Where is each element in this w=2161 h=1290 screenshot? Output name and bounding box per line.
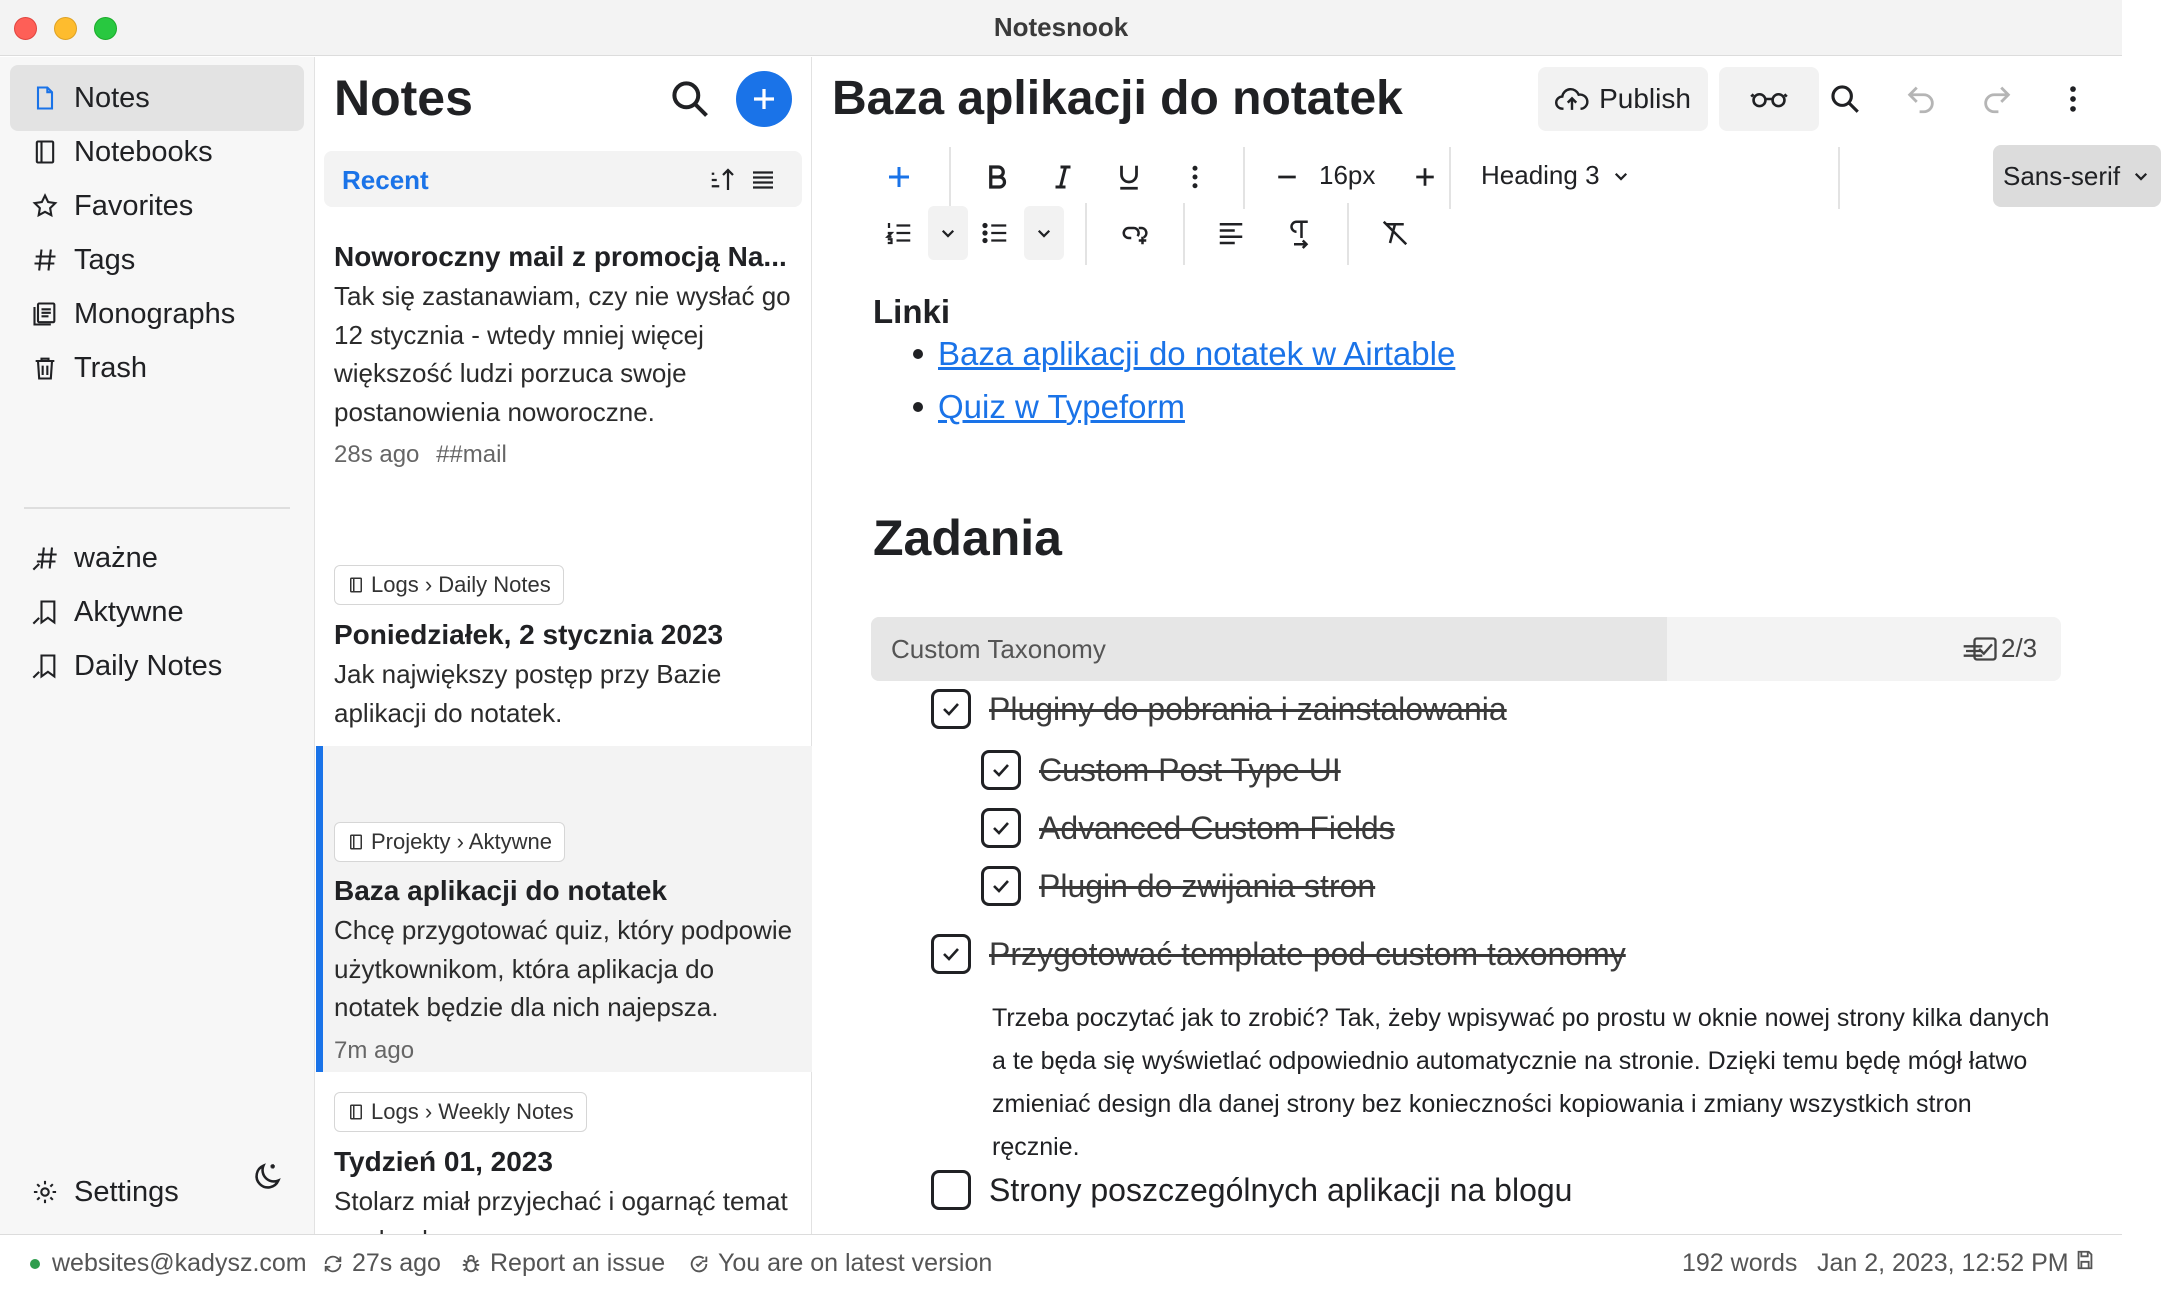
glasses-icon [1750, 89, 1788, 109]
add-note-button[interactable] [736, 71, 792, 127]
notebook-path: Projekty › Aktywne [371, 829, 552, 854]
bullet-list-button[interactable] [975, 213, 1015, 253]
note-preview: Stolarz miał przyjechać i ogarnąć temat [334, 1186, 788, 1216]
nav-item-label: Tags [74, 243, 136, 276]
notebook-icon [347, 833, 365, 851]
task-text[interactable]: Custom Post Type UI [1039, 751, 1341, 788]
note-meta [334, 1031, 794, 1071]
shortcut-label: ważne [74, 541, 158, 574]
more-vertical-icon [1180, 162, 1210, 192]
search-button[interactable] [668, 77, 712, 121]
shortcut-daily-notes[interactable] [10, 633, 304, 699]
sync-icon [322, 1253, 344, 1275]
task-item [981, 808, 1395, 848]
tasklist-progress-count: 2/3 [2001, 633, 2038, 663]
minus-icon [1272, 162, 1302, 192]
task-text[interactable]: Przygotować template pod custom taxonomy [989, 935, 1626, 972]
bold-icon [982, 162, 1012, 192]
task-note-text[interactable]: Trzeba poczytać jak to zrobić? Tak, żeby wpisywać po prostu w oknie nowej strony kilka danych a te będa się wyświetlać odpowiednio automatycznie na stronie. Dzięki temu będę mógł łatwo zmieniać design dla danej strony bez konieczności kopiowania i zmiany wszystkich stron ręcznie. [992, 1004, 2050, 1161]
search-icon [668, 77, 712, 121]
note-preview: Jak największy postęp przy Bazie aplikacji do notatek. [334, 659, 722, 728]
sync-status[interactable] [322, 1249, 441, 1278]
tag-shortcut-icon [30, 543, 60, 573]
nav-item-label: Notebooks [74, 135, 213, 168]
numbered-list-icon [884, 218, 914, 248]
plus-icon [1410, 162, 1440, 192]
document-title[interactable]: Baza aplikacji do notatek [832, 72, 1403, 125]
cloud-upload-icon [1555, 85, 1589, 113]
decrease-font-size-button[interactable] [1267, 157, 1307, 197]
sync-time: 27s ago [352, 1249, 441, 1277]
settings-button[interactable] [10, 1159, 230, 1225]
task-text[interactable]: Strony poszczególnych aplikacji na blogu [989, 1171, 1573, 1208]
note-item[interactable] [316, 237, 812, 547]
toolbar-divider [949, 147, 951, 209]
align-left-button[interactable] [1211, 213, 1251, 253]
check-icon [989, 816, 1013, 840]
bookmark-shortcut-icon [30, 651, 60, 681]
window-titlebar [0, 0, 2122, 56]
check-icon [989, 758, 1013, 782]
note-title: Noworoczny mail z promocją Na... [334, 241, 787, 272]
shortcut-label: Daily Notes [74, 649, 223, 682]
notebook-chip[interactable] [334, 822, 565, 862]
note-preview: Tak się zastanawiam, czy nie wysłać go 12 stycznia - wtedy mniej więcej większość ludzi porzuca swoje postanowienia noworoczne. [334, 281, 791, 427]
saved-icon [2074, 1249, 2096, 1271]
check-icon [989, 874, 1013, 898]
heading-select[interactable] [1481, 160, 1630, 191]
save-status [2074, 1249, 2104, 1271]
list-item [913, 327, 1455, 380]
update-check-icon [688, 1253, 710, 1275]
clear-formatting-icon [1380, 218, 1410, 248]
task-text[interactable]: Pluginy do pobrania i zainstalowania [989, 690, 1507, 727]
tasks-heading: Zadania [873, 510, 1062, 566]
sort-group-label[interactable]: Recent [342, 165, 429, 195]
sort-bar [324, 151, 802, 207]
notebook-icon [347, 1103, 365, 1121]
check-icon [939, 942, 963, 966]
airtable-link[interactable]: Baza aplikacji do notatek w Airtable [938, 334, 1456, 372]
tasklist-header [871, 617, 2061, 681]
last-edited-date: Jan 2, 2023, 12:52 PM [1817, 1249, 2069, 1277]
nav-item-label: Trash [74, 351, 148, 384]
redo-button[interactable] [1975, 77, 2019, 121]
theme-toggle-button[interactable] [250, 1160, 284, 1194]
sort-icon [708, 165, 738, 195]
bullet-list-options[interactable] [1024, 206, 1064, 260]
increase-font-size-button[interactable] [1405, 157, 1445, 197]
clear-formatting-button[interactable] [1375, 213, 1415, 253]
gear-icon [30, 1177, 60, 1207]
add-link-icon [1120, 218, 1150, 248]
italic-button[interactable] [1043, 157, 1083, 197]
text-direction-button[interactable] [1279, 213, 1319, 253]
account-email: websites@kadysz.com [52, 1249, 307, 1277]
insert-link-button[interactable] [1115, 213, 1155, 253]
links-heading: Linki [873, 293, 951, 330]
task-item [931, 689, 1507, 729]
nav-item-label: Favorites [74, 189, 194, 222]
trash-icon [30, 353, 60, 383]
status-bar [0, 1234, 2122, 1290]
checkbox-checked-icon [1971, 635, 1999, 663]
bookmark-shortcut-icon [30, 597, 60, 627]
bold-button[interactable] [977, 157, 1017, 197]
paragraph-direction-icon [1284, 218, 1314, 248]
task-checkbox[interactable] [981, 808, 1021, 848]
heading-select-value: Heading 3 [1481, 160, 1600, 190]
task-checkbox[interactable] [931, 689, 971, 729]
note-meta [334, 435, 794, 475]
align-left-icon [1216, 218, 1246, 248]
insert-block-button[interactable] [879, 157, 919, 197]
note-preview: Chcę przygotować quiz, który podpowie użytkownikom, która aplikacja do notatek będzie dla nich najepsza. [334, 915, 793, 1022]
toolbar-divider [1243, 147, 1245, 209]
more-formatting-button[interactable] [1175, 157, 1215, 197]
settings-label: Settings [74, 1175, 179, 1208]
notebook-chip[interactable] [334, 1092, 587, 1132]
version-status[interactable] [688, 1249, 992, 1278]
underline-button[interactable] [1109, 157, 1149, 197]
plus-icon [884, 162, 914, 192]
task-item [931, 1170, 1572, 1210]
task-item [931, 934, 1626, 974]
list-item [913, 380, 1455, 433]
sort-order-button[interactable] [708, 165, 738, 195]
note-icon [30, 83, 60, 113]
app-title: Notesnook [993, 12, 1129, 42]
notes-list-panel [316, 57, 812, 1234]
word-count: 192 words [1682, 1249, 1798, 1277]
numbered-list-options[interactable] [928, 206, 968, 260]
toolbar-divider [1449, 147, 1451, 209]
toolbar-divider [1347, 203, 1349, 265]
bullet [913, 402, 923, 412]
editor-panel [813, 57, 2122, 1234]
shortcut-label: Aktywne [74, 595, 184, 628]
hash-icon [30, 245, 60, 275]
list-view-icon [748, 165, 778, 195]
underline-icon [1114, 162, 1144, 192]
moon-icon [250, 1160, 284, 1194]
more-vertical-icon [2056, 82, 2090, 116]
redo-icon [1980, 82, 2014, 116]
font-family-value: Sans-serif [2003, 160, 2121, 191]
notebook-chip[interactable] [334, 565, 564, 605]
online-indicator [30, 1259, 40, 1269]
note-title: Tydzień 01, 2023 [334, 1146, 553, 1177]
report-issue-link[interactable] [460, 1249, 665, 1278]
italic-icon [1048, 162, 1078, 192]
star-icon [30, 191, 60, 221]
undo-button[interactable] [1899, 77, 1943, 121]
undo-icon [1904, 82, 1938, 116]
task-text[interactable]: Plugin do zwijania stron [1039, 867, 1376, 904]
tasklist-title-input[interactable]: Custom Taxonomy [871, 617, 1667, 681]
links-list [913, 327, 1455, 433]
toolbar-divider [1838, 147, 1840, 209]
nav-item-label: Notes [74, 81, 150, 114]
publish-button[interactable] [1538, 67, 1708, 131]
monograph-icon [30, 299, 60, 329]
bug-icon [460, 1253, 482, 1275]
chevron-down-icon [1035, 224, 1053, 242]
find-in-note-button[interactable] [1823, 77, 1867, 121]
notebook-icon [30, 137, 60, 167]
search-icon [1828, 82, 1862, 116]
chevron-down-icon [1612, 167, 1630, 185]
task-item [981, 866, 1375, 906]
typeform-link[interactable]: Quiz w Typeform [938, 387, 1185, 425]
account-status[interactable] [30, 1249, 307, 1278]
toolbar-divider [1183, 203, 1185, 265]
check-icon [939, 697, 963, 721]
task-text[interactable]: Advanced Custom Fields [1039, 809, 1395, 846]
note-time: 7m ago [334, 1036, 415, 1064]
task-item [981, 750, 1341, 790]
nav-item-trash[interactable] [10, 335, 304, 401]
note-time: 28s ago [334, 441, 420, 468]
note-title: Baza aplikacji do notatek [334, 875, 667, 906]
report-issue-label: Report an issue [490, 1249, 666, 1277]
font-size-value: 16px [1319, 160, 1376, 190]
font-family-select[interactable] [1993, 145, 2161, 207]
bullet [913, 349, 923, 359]
version-label: You are on latest version [718, 1249, 993, 1277]
chevron-down-icon [939, 224, 957, 242]
nav-item-label: Monographs [74, 297, 236, 330]
plus-icon [749, 84, 779, 114]
task-checkbox[interactable] [981, 750, 1021, 790]
nav-divider [24, 507, 290, 509]
nav-sidebar [0, 57, 315, 1234]
note-title: Poniedziałek, 2 stycznia 2023 [334, 619, 724, 650]
bullet-list-icon [980, 218, 1010, 248]
notebook-path: Logs › Weekly Notes [371, 1099, 574, 1124]
more-options-button[interactable] [2051, 77, 2095, 121]
publish-label: Publish [1599, 83, 1691, 114]
note-tag[interactable]: ##mail [436, 441, 507, 468]
task-checkbox[interactable] [931, 934, 971, 974]
task-checkbox[interactable] [981, 866, 1021, 906]
notebook-icon [347, 576, 365, 594]
readonly-toggle-button[interactable] [1747, 77, 1791, 121]
chevron-down-icon [2132, 167, 2150, 185]
note-item-selected[interactable] [316, 746, 812, 1072]
list-view-button[interactable] [748, 165, 778, 195]
toolbar-divider [1085, 203, 1087, 265]
note-item[interactable] [316, 1092, 812, 1252]
notebook-path: Logs › Daily Notes [371, 572, 551, 597]
numbered-list-button[interactable] [879, 213, 919, 253]
task-checkbox[interactable] [931, 1170, 971, 1210]
notes-list-title: Notes [334, 70, 473, 126]
task-progress-icon-wrap [1971, 635, 1999, 663]
